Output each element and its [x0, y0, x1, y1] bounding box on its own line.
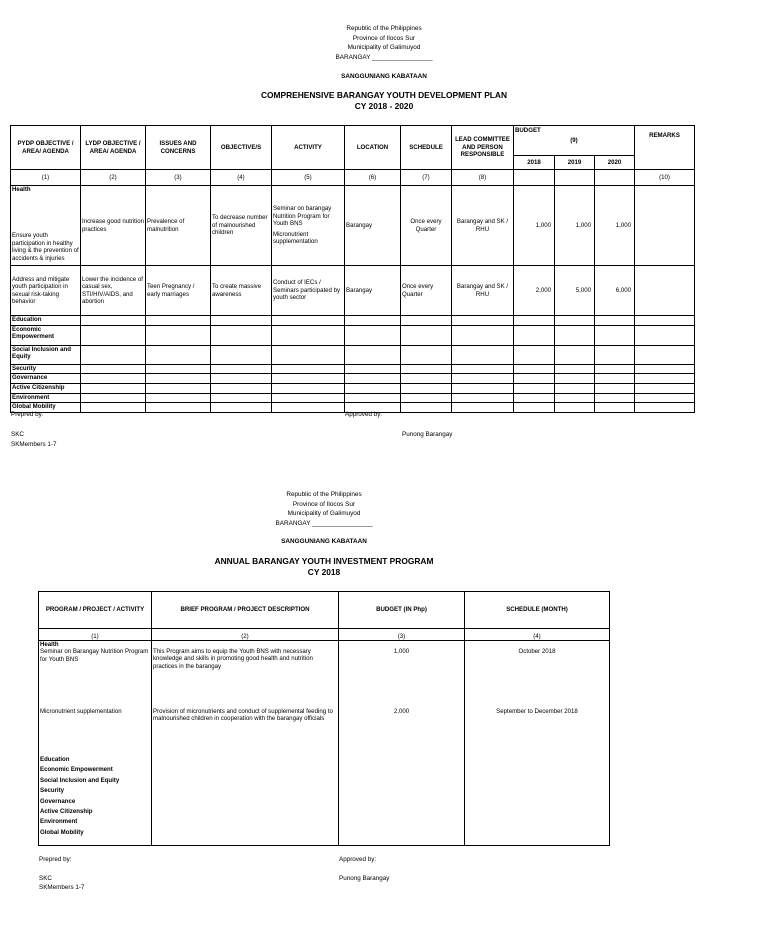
col-schedule: SCHEDULE: [401, 126, 452, 170]
col-2019: 2019: [555, 156, 595, 170]
category-item: Active Citizenship: [40, 808, 93, 816]
pydp-cell: [11, 186, 81, 266]
category-cell: Environment: [11, 394, 81, 403]
col-location: LOCATION: [345, 126, 401, 170]
col-number: (10): [635, 170, 695, 186]
budget-num: (9): [570, 136, 578, 144]
location-cell: Barangay: [345, 266, 401, 316]
table-row: [11, 186, 695, 266]
col-2018: 2018: [514, 156, 555, 170]
header-line: Municipality of Galimuyod: [287, 510, 361, 517]
table-row: [11, 326, 695, 346]
col-issues: ISSUES AND CONCERNS: [146, 126, 211, 170]
col-number: (2): [81, 170, 146, 186]
budget-item: 2,000: [393, 708, 410, 715]
program-cell: [39, 641, 152, 846]
col-number: (8): [452, 170, 514, 186]
category-health: Health: [12, 186, 31, 193]
schedule-item: October 2018: [518, 648, 556, 655]
doc2-title-block: [0, 556, 648, 578]
doc2-office: SANGGUNIANG KABATAAN: [281, 538, 367, 545]
objective-cell: To create massive awareness: [211, 266, 272, 316]
col-schedule: SCHEDULE (MONTH): [465, 592, 610, 629]
remarks-cell: [635, 266, 695, 316]
category-cell: Governance: [11, 374, 81, 384]
issues-cell: Teen Pregnancy / early marriages: [146, 266, 211, 316]
budget-2018: 1,000: [514, 186, 555, 266]
header-line: BARANGAY _________________: [275, 519, 373, 527]
doc1-approved-name: Punong Barangay: [402, 431, 453, 438]
pydp-text: Ensure youth participation in healthy living & the prevention of accidents & injuries: [12, 232, 79, 262]
doc2-approved-name: Punong Barangay: [339, 875, 390, 882]
table-row: [11, 346, 695, 365]
doc2-table: [38, 591, 610, 846]
table-row: [11, 316, 695, 326]
lead-cell: Barangay and SK / RHU: [452, 186, 514, 266]
col-number: (4): [211, 170, 272, 186]
lead-cell: Barangay and SK / RHU: [452, 266, 514, 316]
category-cell: Global Mobility: [11, 403, 81, 413]
schedule-item: September to December 2018: [496, 708, 578, 715]
col-program: PROGRAM / PROJECT / ACTIVITY: [39, 592, 152, 629]
remarks-cell: [635, 186, 695, 266]
header-line: Republic of the Philippines: [346, 25, 422, 32]
doc2-approved-label: Approved by:: [339, 856, 377, 863]
doc2-prepared-members: SKMembers 1-7: [39, 884, 85, 891]
doc1-title-block: [0, 90, 768, 112]
doc1-prepared-label: Prepred by:: [11, 411, 44, 418]
doc1-office: SANGGUNIANG KABATAAN: [341, 73, 427, 80]
col-number: (4): [465, 629, 610, 641]
col-number: (1): [11, 170, 81, 186]
col-lead: LEAD COMMITTEE AND PERSON RESPONSIBLE: [452, 126, 514, 170]
header-line: Province of Ilocos Sur: [292, 500, 356, 508]
doc1-prepared-members: SKMembers 1-7: [11, 441, 57, 448]
activity-cell: Conduct of IECs / Seminars participated by youth sector: [272, 266, 345, 316]
budget-2019: 1,000: [555, 186, 595, 266]
objective-cell: To decrease number of malnourished children: [211, 186, 272, 266]
lydp-cell: Increase good nutrition practices: [81, 186, 146, 266]
doc1-prepared-name: SKC: [11, 431, 24, 438]
table-row: [11, 365, 695, 374]
category-cell: Education: [11, 316, 81, 326]
doc2-prepared-label: Prepred by:: [39, 856, 72, 863]
col-number-row: [39, 629, 610, 641]
col-number: (5): [272, 170, 345, 186]
category-health: Health: [40, 641, 59, 648]
category-cell: Social Inclusion and Equity: [11, 346, 81, 365]
table-row: [11, 394, 695, 403]
program-item: Micronutrient supplementation: [40, 708, 122, 715]
doc2-prepared-name: SKC: [39, 875, 52, 882]
col-number: (1): [39, 629, 152, 641]
budget-2020: 1,000: [595, 186, 635, 266]
budget-label: BUDGET: [515, 127, 541, 134]
col-number: (7): [401, 170, 452, 186]
header-line: Municipality of Galimuyod: [347, 44, 421, 51]
budget-2020: 6,000: [595, 266, 635, 316]
doc1-table: [10, 125, 695, 413]
col-budget: [514, 126, 635, 156]
program-item: Seminar on Barangay Nutrition Program for Youth BNS: [40, 648, 149, 663]
lydp-cell: Lower the incidence of casual sex, STI/HIV/AIDS, and abortion: [81, 266, 146, 316]
col-description: BRIEF PROGRAM / PROJECT DESCRIPTION: [152, 592, 339, 629]
pydp-cell: Address and mitigate youth participation in sexual risk-taking behavior: [11, 266, 81, 316]
col-2020: 2020: [595, 156, 635, 170]
issues-cell: Prevalence of malnutrition: [146, 186, 211, 266]
location-cell: Barangay: [345, 186, 401, 266]
activity-item: Micronutrient supplementation: [273, 230, 318, 246]
schedule-cell: [465, 641, 610, 846]
category-cell: Security: [11, 365, 81, 374]
doc2-header: [0, 490, 648, 528]
col-number: (6): [345, 170, 401, 186]
col-budget: BUDGET (IN Php): [339, 592, 465, 629]
budget-item: 1,000: [393, 648, 410, 655]
col-pydp: PYDP OBJECTIVE / AREA/ AGENDA: [11, 126, 81, 170]
description-item: Provision of micronutrients and conduct of supplemental feeding to malnourished children in cooperation with the barangay officials: [153, 708, 333, 723]
description-cell: [152, 641, 339, 846]
header-line: Republic of the Philippines: [286, 491, 362, 498]
col-objectives: OBJECTIVE/S: [211, 126, 272, 170]
category-item: Social Inclusion and Equity: [40, 776, 120, 784]
category-list: [40, 756, 119, 836]
doc2-period: CY 2018: [307, 567, 341, 577]
category-cell: Economic Empowerment: [11, 326, 81, 346]
category-item: Security: [40, 787, 65, 795]
col-number: (2): [152, 629, 339, 641]
doc2-title: ANNUAL BARANGAY YOUTH INVESTMENT PROGRAM: [214, 556, 434, 566]
table-row: [11, 266, 695, 316]
col-activity: ACTIVITY: [272, 126, 345, 170]
category-item: Governance: [40, 797, 76, 805]
doc1-approved-label: Approved by:: [345, 411, 383, 418]
header-line: Province of Ilocos Sur: [352, 34, 416, 42]
category-item: Economic Empowerment: [40, 766, 113, 774]
activity-cell: [272, 186, 345, 266]
schedule-cell: Once every Quarter: [401, 186, 452, 266]
table-row: [39, 641, 610, 846]
schedule-cell: Once every Quarter: [401, 266, 452, 316]
table-row: [11, 384, 695, 394]
col-lydp: LYDP OBJECTIVE / AREA/ AGENDA: [81, 126, 146, 170]
col-number: (3): [146, 170, 211, 186]
table-row: [11, 374, 695, 384]
col-remarks: REMARKS: [635, 126, 695, 170]
budget-cell: [339, 641, 465, 846]
col-number-row: [11, 170, 695, 186]
doc1-period: CY 2018 - 2020: [354, 101, 414, 111]
category-item: Environment: [40, 818, 78, 826]
header-line: BARANGAY _________________: [335, 53, 433, 61]
budget-2018: 2,000: [514, 266, 555, 316]
doc1-header: [0, 24, 768, 62]
category-item: Global Mobility: [40, 828, 84, 836]
category-cell: Active Citizenship: [11, 384, 81, 394]
category-item: Education: [40, 756, 70, 763]
col-number: (3): [339, 629, 465, 641]
doc1-title: COMPREHENSIVE BARANGAY YOUTH DEVELOPMENT PLAN: [260, 90, 507, 100]
budget-2019: 5,000: [555, 266, 595, 316]
activity-item: Seminar on barangay Nutrition Program for Youth BNS: [273, 205, 332, 228]
description-item: This Program aims to equip the Youth BNS with necessary knowledge and skills in promoting good health and nutrition practices in the barangay: [153, 648, 313, 670]
